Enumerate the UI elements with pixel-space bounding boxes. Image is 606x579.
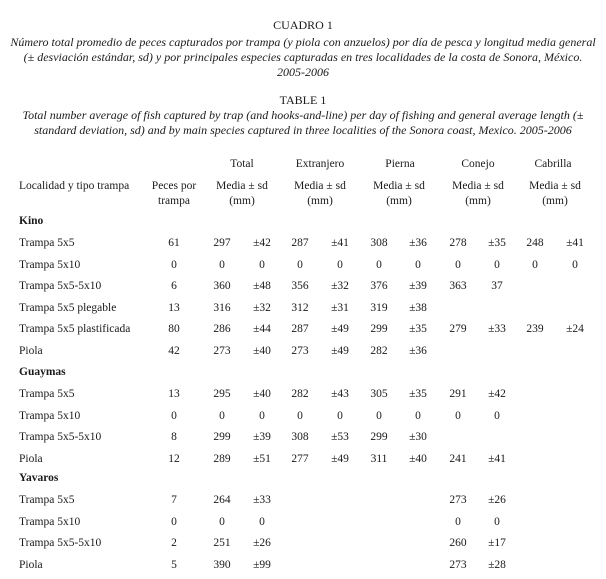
row-label: Trampa 5x5 plastificada	[19, 323, 131, 335]
value-cell: 282	[291, 388, 309, 400]
count-cell: 5	[171, 559, 177, 571]
value-cell: ±33	[253, 494, 271, 506]
value-cell: ±41	[331, 237, 349, 249]
value-cell: ±28	[488, 559, 506, 571]
value-cell: ±40	[253, 345, 271, 357]
value-cell: 305	[370, 388, 388, 400]
count-cell: 80	[168, 323, 180, 335]
value-cell: ±49	[331, 323, 349, 335]
value-cell: ±35	[409, 388, 427, 400]
header-row-label: Localidad y tipo trampa	[19, 180, 130, 192]
value-cell: 299	[370, 431, 388, 443]
value-cell: 0	[415, 410, 421, 422]
header-count-label: trampa	[158, 195, 190, 207]
row-label: Trampa 5x5	[19, 388, 75, 400]
value-cell: ±39	[409, 280, 427, 292]
value-cell: 282	[370, 345, 388, 357]
value-cell: 0	[532, 259, 538, 271]
row-label: Trampa 5x5-5x10	[19, 431, 102, 443]
value-cell: 239	[526, 323, 544, 335]
row-label: Piola	[19, 453, 43, 465]
count-cell: 0	[171, 516, 177, 528]
value-cell: 312	[291, 302, 309, 314]
value-cell: 273	[213, 345, 231, 357]
value-cell: 277	[291, 453, 309, 465]
value-cell: 248	[526, 237, 544, 249]
header-species-cabrilla: Cabrilla	[534, 158, 572, 170]
value-cell: 273	[449, 494, 467, 506]
value-cell: ±32	[331, 280, 349, 292]
count-cell: 2	[171, 537, 177, 549]
header-unit: (mm)	[307, 195, 333, 207]
value-cell: 0	[415, 259, 421, 271]
value-cell: 311	[370, 453, 388, 465]
value-cell: ±38	[409, 302, 427, 314]
value-cell: 260	[449, 537, 467, 549]
value-cell: ±43	[331, 388, 349, 400]
value-cell: 0	[259, 410, 265, 422]
value-cell: ±41	[488, 453, 506, 465]
value-cell: 0	[337, 259, 343, 271]
value-cell: ±99	[253, 559, 271, 571]
group-label: Kino	[19, 215, 44, 227]
value-cell: 0	[376, 259, 382, 271]
value-cell: ±26	[488, 494, 506, 506]
value-cell: 0	[494, 410, 500, 422]
value-cell: ±42	[488, 388, 506, 400]
value-cell: 273	[449, 559, 467, 571]
caption-en-title: TABLE 1	[279, 93, 327, 107]
value-cell: 0	[337, 410, 343, 422]
header-stat: Media ± sd	[216, 180, 268, 192]
row-label: Piola	[19, 345, 43, 357]
value-cell: ±36	[409, 237, 427, 249]
value-cell: 363	[449, 280, 467, 292]
value-cell: ±49	[331, 345, 349, 357]
count-cell: 8	[171, 431, 177, 443]
caption-en-line: Total number average of fish captured by trap (and hooks-and-line) per day of fishing and general average length (±	[22, 108, 584, 122]
count-cell: 13	[168, 388, 180, 400]
value-cell: 287	[291, 237, 309, 249]
row-label: Trampa 5x10	[19, 516, 81, 528]
group-label: Guaymas	[19, 366, 66, 378]
count-cell: 61	[168, 237, 180, 249]
value-cell: 264	[213, 494, 231, 506]
value-cell: 356	[291, 280, 309, 292]
value-cell: 0	[219, 410, 225, 422]
value-cell: ±40	[409, 453, 427, 465]
value-cell: ±49	[331, 453, 349, 465]
value-cell: 308	[291, 431, 309, 443]
header-unit: (mm)	[386, 195, 412, 207]
count-cell: 42	[168, 345, 180, 357]
value-cell: ±40	[253, 388, 271, 400]
value-cell: ±48	[253, 280, 271, 292]
row-label: Trampa 5x10	[19, 410, 81, 422]
row-label: Piola	[19, 559, 43, 571]
value-cell: ±53	[331, 431, 349, 443]
header-unit: (mm)	[465, 195, 491, 207]
header-unit: (mm)	[229, 195, 255, 207]
value-cell: 289	[213, 453, 231, 465]
value-cell: 299	[213, 431, 231, 443]
value-cell: 0	[376, 410, 382, 422]
row-label: Trampa 5x5 plegable	[19, 302, 117, 314]
value-cell: 0	[297, 259, 303, 271]
header-species-total: Total	[230, 158, 254, 170]
header-species-extranjero: Extranjero	[295, 158, 345, 170]
value-cell: 37	[491, 280, 503, 292]
count-cell: 7	[171, 494, 177, 506]
value-cell: 286	[213, 323, 231, 335]
value-cell: 308	[370, 237, 388, 249]
value-cell: 297	[213, 237, 231, 249]
group-label: Yavaros	[19, 472, 59, 484]
value-cell: 273	[291, 345, 309, 357]
value-cell: 316	[213, 302, 231, 314]
value-cell: ±32	[253, 302, 271, 314]
value-cell: ±30	[409, 431, 427, 443]
value-cell: 287	[291, 323, 309, 335]
count-cell: 12	[168, 453, 180, 465]
value-cell: 0	[494, 516, 500, 528]
value-cell: 278	[449, 237, 467, 249]
value-cell: 0	[455, 516, 461, 528]
header-stat: Media ± sd	[452, 180, 504, 192]
value-cell: 0	[455, 410, 461, 422]
value-cell: 241	[449, 453, 467, 465]
value-cell: ±51	[253, 453, 271, 465]
value-cell: ±35	[488, 237, 506, 249]
caption-es-line: (± desviación estándar, sd) y por principales especies capturadas en tres localidades de la costa de Sonora, México.	[23, 50, 583, 64]
value-cell: 0	[219, 516, 225, 528]
value-cell: ±35	[409, 323, 427, 335]
value-cell: 390	[213, 559, 231, 571]
value-cell: ±39	[253, 431, 271, 443]
value-cell: 299	[370, 323, 388, 335]
row-label: Trampa 5x5-5x10	[19, 537, 102, 549]
caption-es-line: 2005-2006	[277, 65, 329, 79]
value-cell: 279	[449, 323, 467, 335]
value-cell: 295	[213, 388, 231, 400]
row-label: Trampa 5x5	[19, 237, 75, 249]
value-cell: ±31	[331, 302, 349, 314]
value-cell: 0	[572, 259, 578, 271]
header-species-pierna: Pierna	[385, 158, 415, 170]
value-cell: 376	[370, 280, 388, 292]
value-cell: 360	[213, 280, 231, 292]
value-cell: ±33	[488, 323, 506, 335]
value-cell: 0	[219, 259, 225, 271]
value-cell: ±36	[409, 345, 427, 357]
value-cell: 0	[259, 516, 265, 528]
value-cell: ±41	[566, 237, 584, 249]
value-cell: ±26	[253, 537, 271, 549]
value-cell: 0	[259, 259, 265, 271]
header-stat: Media ± sd	[373, 180, 425, 192]
value-cell: 291	[449, 388, 467, 400]
row-label: Trampa 5x5-5x10	[19, 280, 102, 292]
count-cell: 13	[168, 302, 180, 314]
value-cell: 0	[455, 259, 461, 271]
row-label: Trampa 5x5	[19, 494, 75, 506]
header-species-conejo: Conejo	[461, 158, 495, 170]
header-stat: Media ± sd	[294, 180, 346, 192]
caption-es-line: Número total promedio de peces capturados por trampa (y piola con anzuelos) por día de pesca y longitud media general	[10, 35, 596, 49]
count-cell: 6	[171, 280, 177, 292]
value-cell: 0	[297, 410, 303, 422]
caption-es-title: CUADRO 1	[273, 18, 333, 32]
count-cell: 0	[171, 410, 177, 422]
value-cell: 0	[494, 259, 500, 271]
caption-en-line: standard deviation, sd) and by main species captured in three localities of the Sonora coast, Mexico. 2005-2006	[34, 123, 572, 137]
value-cell: 251	[213, 537, 231, 549]
value-cell: ±44	[253, 323, 271, 335]
value-cell: ±24	[566, 323, 584, 335]
header-stat: Media ± sd	[529, 180, 581, 192]
header-count-label: Peces por	[151, 180, 197, 192]
row-label: Trampa 5x10	[19, 259, 81, 271]
value-cell: ±17	[488, 537, 506, 549]
header-unit: (mm)	[542, 195, 568, 207]
value-cell: 319	[370, 302, 388, 314]
count-cell: 0	[171, 259, 177, 271]
value-cell: ±42	[253, 237, 271, 249]
